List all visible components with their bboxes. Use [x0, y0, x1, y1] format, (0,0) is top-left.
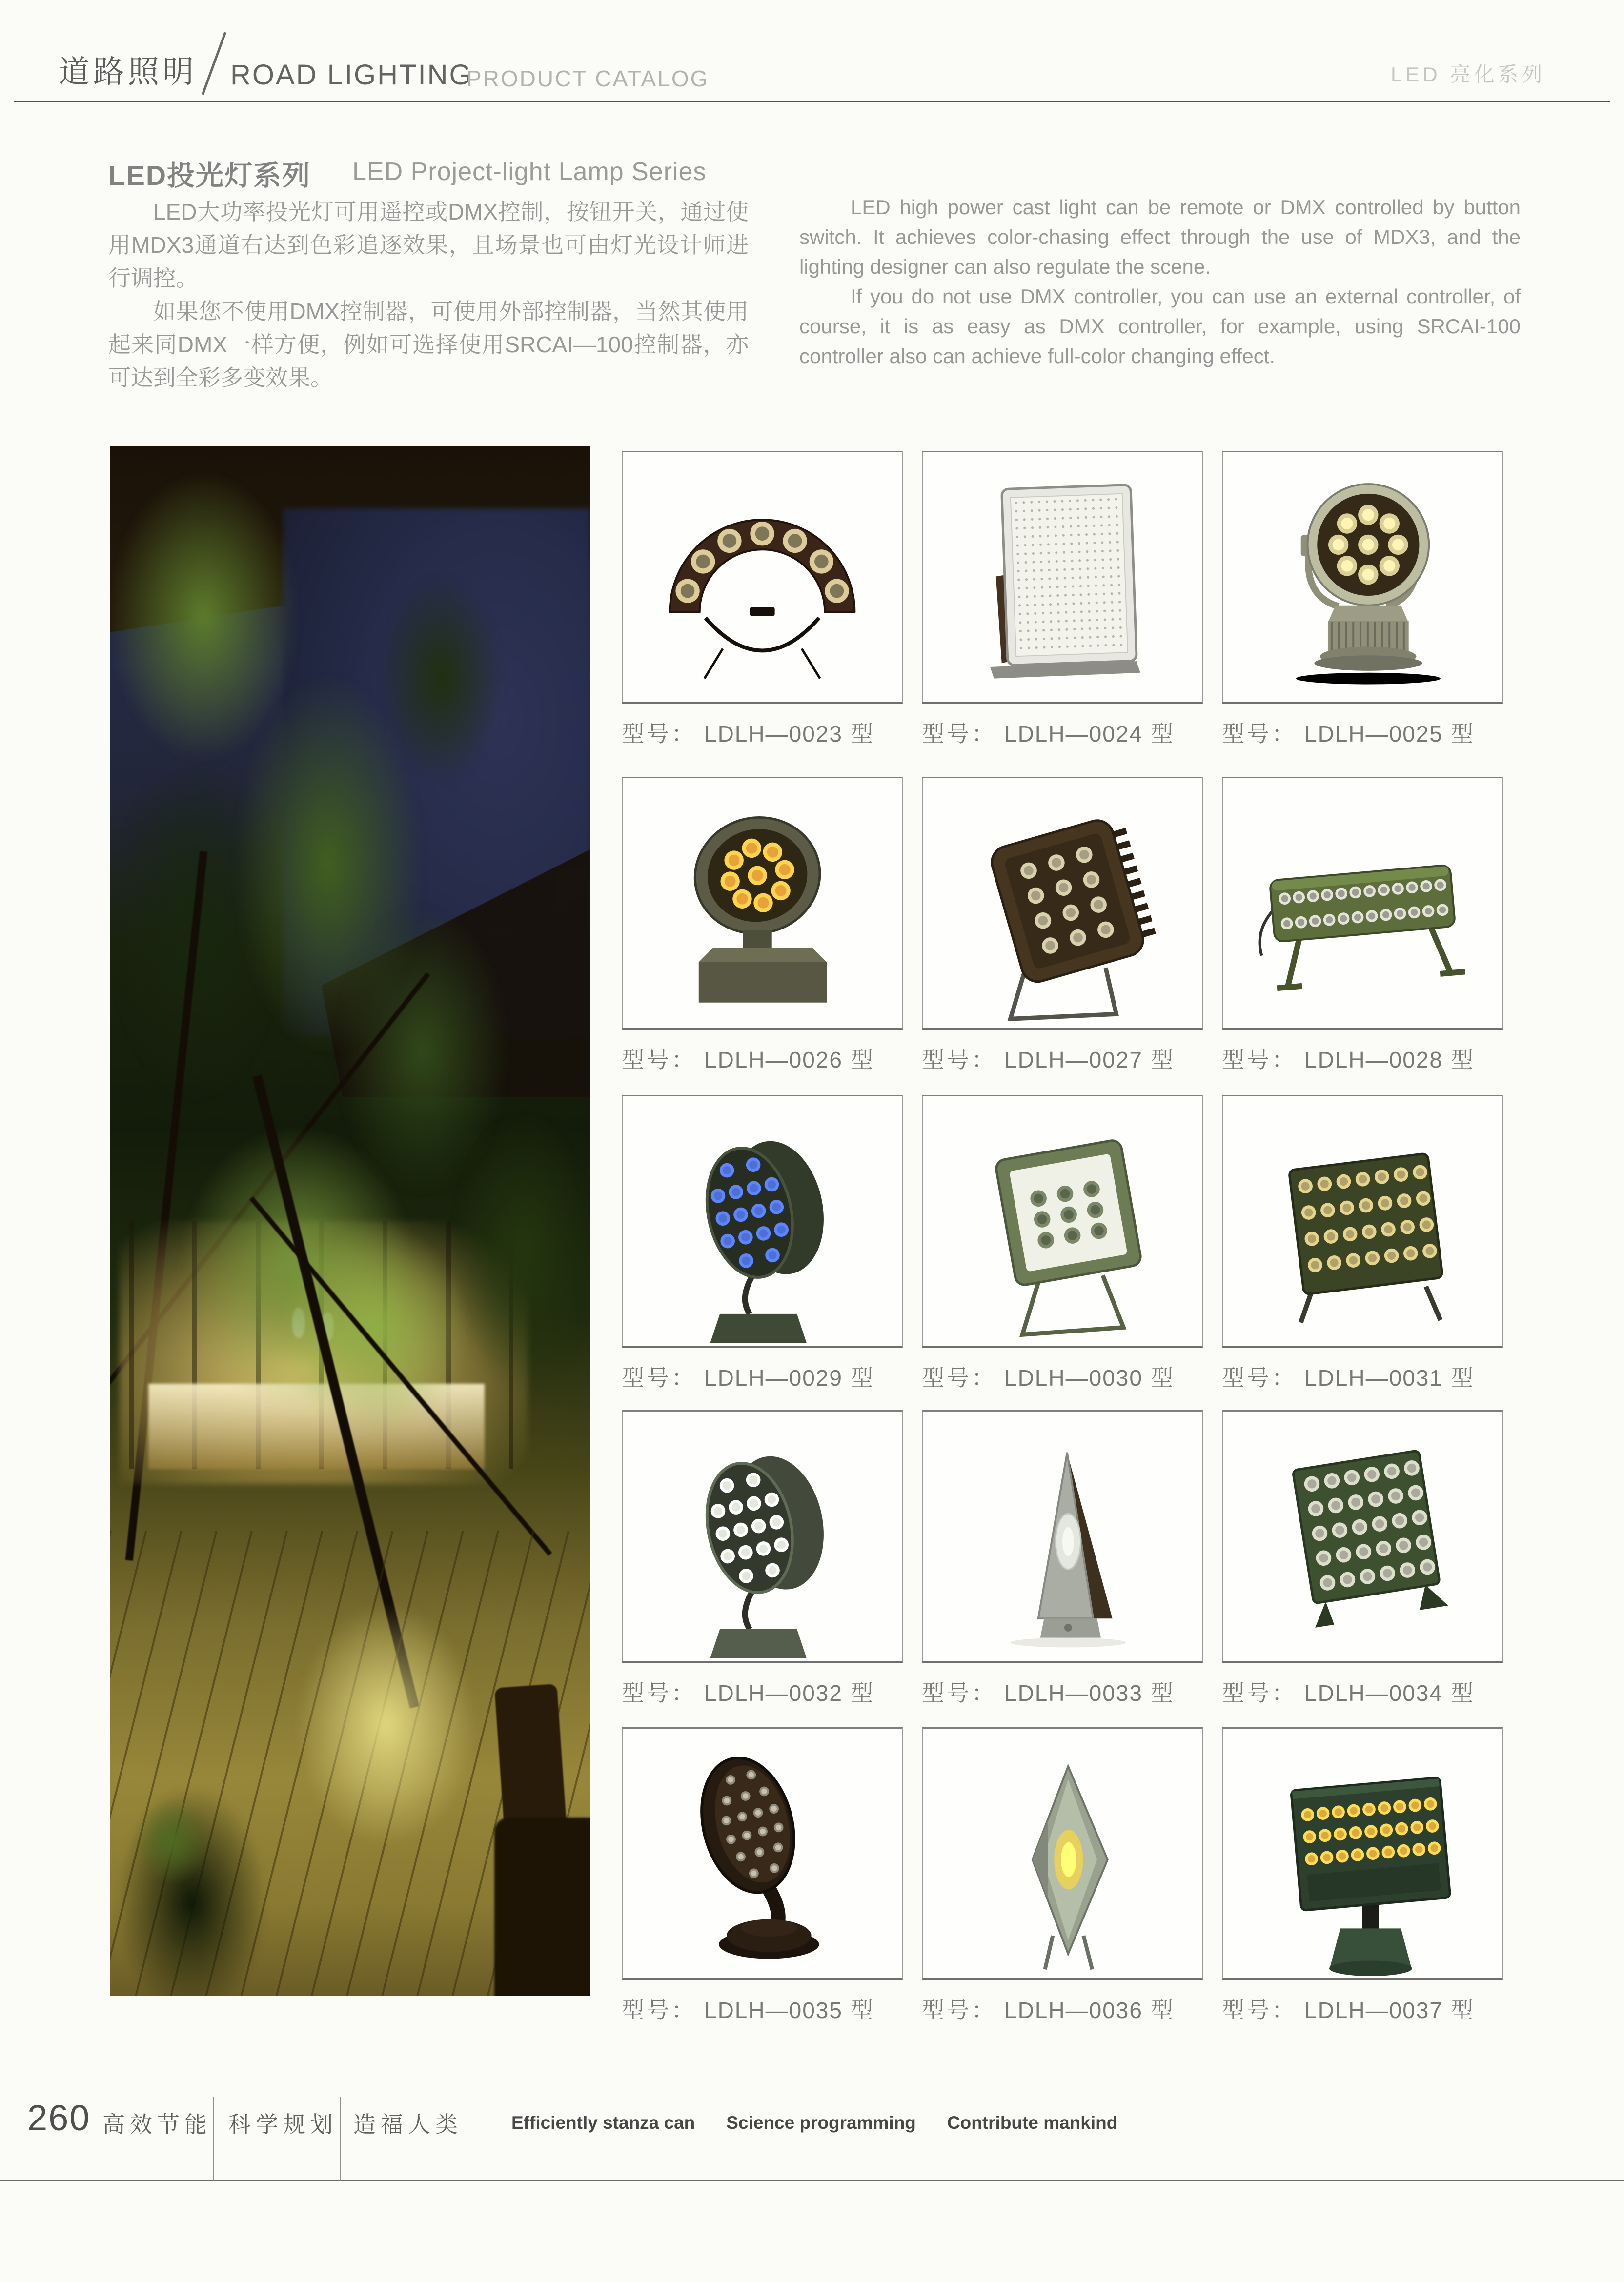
model-label-prefix: 型号： [1222, 721, 1297, 747]
paragraph-cn: LED大功率投光灯可用遥控或DMX控制，按钮开关，通过使用MDX3通道右达到色彩追逐效果，且场景也可由灯光设计师进行调控。 [108, 199, 749, 291]
model-label-suffix: 型 [1450, 1998, 1474, 2023]
model-number: LDLH—0032 [704, 1680, 843, 1706]
series-label: LED 亮化系列 [1391, 63, 1546, 86]
model-number: LDLH—0030 [1004, 1365, 1143, 1391]
product-model-label [1222, 1042, 1503, 1074]
product-image-box [922, 777, 1203, 1030]
product-model-label [622, 716, 903, 748]
footer-slogans-en [511, 2113, 1117, 2133]
product-illustration [923, 1412, 1202, 1661]
model-label-suffix: 型 [1150, 1047, 1174, 1072]
photo-light-hotspot [254, 1546, 519, 1902]
product-cell [1222, 451, 1503, 748]
product-illustration [923, 778, 1202, 1028]
paragraph-en: If you do not use DMX controller, you can use an external controller, of course, it is as easy as DMX controller, for example, using SRCAI-100 controller also can achieve full-color changing effect. [799, 285, 1521, 367]
product-image-box [622, 1727, 903, 1980]
product-cell [922, 1095, 1203, 1393]
product-model-label [622, 1993, 903, 2025]
product-image-box [1222, 777, 1503, 1030]
model-label-prefix: 型号： [622, 1680, 696, 1706]
product-image-box [1222, 451, 1503, 704]
product-illustration [923, 1096, 1202, 1346]
model-label-prefix: 型号： [1222, 1047, 1297, 1072]
model-label-prefix: 型号： [922, 721, 996, 747]
product-model-label [622, 1676, 903, 1708]
product-image-box [922, 1727, 1203, 1980]
product-cell [622, 1095, 903, 1393]
model-label-prefix: 型号： [1222, 1365, 1297, 1391]
model-number: LDLH—0025 [1304, 721, 1443, 747]
product-image-box [922, 1095, 1203, 1348]
product-illustration [1223, 778, 1502, 1028]
product-image-box [1222, 1410, 1503, 1663]
product-illustration [623, 778, 902, 1028]
product-cell [922, 1727, 1203, 2025]
footer-slogan-en: Efficiently stanza can [511, 2113, 695, 2133]
product-illustration [1223, 1096, 1502, 1346]
product-model-label [922, 1042, 1203, 1074]
model-label-suffix: 型 [1150, 1998, 1174, 2023]
product-cell [922, 451, 1203, 748]
product-image-box [622, 1410, 903, 1663]
model-number: LDLH—0036 [1004, 1998, 1143, 2023]
product-cell [1222, 777, 1503, 1074]
scene-photo [110, 446, 590, 1996]
model-number: LDLH—0033 [1004, 1680, 1143, 1706]
product-model-label [922, 716, 1203, 748]
product-model-label [922, 1676, 1203, 1708]
photo-foliage [360, 540, 523, 819]
product-image-box [622, 1095, 903, 1348]
model-label-suffix: 型 [1150, 1680, 1174, 1706]
model-label-prefix: 型号： [622, 1998, 696, 2023]
paragraph-en: LED high power cast light can be remote or DMX controlled by button switch. It achieves color-chasing effect through the use of MDX3, and the lighting designer can also regulate the scene. [799, 196, 1521, 278]
brand-title-cjk: 道路照明 [59, 54, 197, 89]
brand-subtitle: PRODUCT CATALOG [467, 66, 710, 91]
slash-divider-icon [202, 32, 226, 95]
model-label-suffix: 型 [1150, 1365, 1174, 1391]
product-illustration [1223, 1412, 1502, 1661]
model-label-suffix: 型 [1450, 1047, 1474, 1072]
model-label-prefix: 型号： [622, 1047, 696, 1072]
model-label-suffix: 型 [1450, 721, 1474, 747]
model-label-prefix: 型号： [922, 1047, 996, 1072]
model-number: LDLH—0028 [1304, 1047, 1443, 1072]
model-number: LDLH—0029 [704, 1365, 843, 1391]
product-model-label [622, 1042, 903, 1074]
model-label-prefix: 型号： [622, 721, 696, 747]
footer-slogan-cjk: 科学规划 [228, 2112, 338, 2137]
product-cell [622, 451, 903, 748]
brand-title-en: ROAD LIGHTING [230, 59, 473, 91]
product-cell [922, 1410, 1203, 1708]
product-cell [1222, 1727, 1503, 2025]
product-cell [622, 1727, 903, 2025]
model-label-prefix: 型号： [922, 1998, 996, 2023]
product-image-box [922, 451, 1203, 704]
photo-bush-lit [120, 1779, 225, 1903]
product-illustration [623, 1412, 902, 1661]
product-cell [1222, 1410, 1503, 1708]
page-number: 260 [27, 2098, 91, 2138]
footer-divider [213, 2097, 214, 2181]
model-label-suffix: 型 [850, 1365, 874, 1391]
model-label-prefix: 型号： [922, 1365, 996, 1391]
product-grid [622, 451, 1505, 2032]
model-label-suffix: 型 [850, 1047, 874, 1072]
product-model-label [1222, 716, 1503, 748]
model-label-suffix: 型 [1150, 721, 1174, 747]
model-label-suffix: 型 [850, 1998, 874, 2023]
product-illustration [923, 452, 1202, 702]
product-cell [1222, 1095, 1503, 1393]
paragraph-cn: 如果您不使用DMX控制器，可使用外部控制器，当然其使用起来同DMX一样方便，例如可选择使用SRCAI—100控制器，亦可达到全彩多变效果。 [108, 299, 749, 390]
product-image-box [622, 451, 903, 704]
intro-english [799, 192, 1521, 371]
product-model-label [922, 1360, 1203, 1393]
product-illustration [1223, 1729, 1502, 1978]
product-model-label [922, 1993, 1203, 2025]
product-cell [922, 777, 1203, 1074]
model-label-suffix: 型 [850, 1680, 874, 1706]
product-model-label [622, 1360, 903, 1393]
footer-divider [340, 2097, 341, 2181]
model-number: LDLH—0034 [1304, 1680, 1443, 1706]
photo-chair [494, 1684, 567, 1827]
footer-slogan-en: Science programming [726, 2113, 916, 2133]
footer-slogan-cjk: 造福人类 [353, 2112, 463, 2137]
model-number: LDLH—0024 [1004, 721, 1143, 747]
model-label-suffix: 型 [1450, 1680, 1474, 1706]
header-rule [14, 101, 1610, 102]
product-model-label [1222, 1993, 1503, 2025]
section-title-cjk: LED投光灯系列 [108, 160, 311, 191]
footer-slogan-cjk: 高效节能 [102, 2112, 212, 2137]
product-illustration [623, 1096, 902, 1346]
product-image-box [1222, 1727, 1503, 1980]
model-label-prefix: 型号： [1222, 1680, 1297, 1706]
product-cell [622, 777, 903, 1074]
model-label-prefix: 型号： [1222, 1998, 1297, 2023]
product-illustration [623, 452, 902, 702]
model-number: LDLH—0035 [704, 1998, 843, 2023]
footer-slogan-en: Contribute mankind [947, 2113, 1118, 2133]
product-illustration [1223, 452, 1502, 702]
product-image-box [622, 777, 903, 1030]
footer-rule [0, 2180, 1624, 2181]
model-label-suffix: 型 [1450, 1365, 1474, 1391]
product-model-label [1222, 1676, 1503, 1708]
model-number: LDLH—0031 [1304, 1365, 1443, 1391]
photo-table [494, 1818, 590, 1996]
model-number: LDLH—0027 [1004, 1047, 1143, 1072]
model-label-prefix: 型号： [622, 1365, 696, 1391]
product-model-label [1222, 1360, 1503, 1393]
product-cell [622, 1410, 903, 1708]
product-illustration [623, 1729, 902, 1978]
model-label-prefix: 型号： [922, 1680, 996, 1706]
model-label-suffix: 型 [850, 721, 874, 747]
model-number: LDLH—0023 [704, 721, 843, 747]
product-image-box [1222, 1095, 1503, 1348]
section-title-en: LED Project-light Lamp Series [352, 158, 707, 186]
model-number: LDLH—0026 [704, 1047, 843, 1072]
model-number: LDLH—0037 [1304, 1998, 1443, 2023]
intro-chinese [108, 195, 749, 394]
product-illustration [923, 1729, 1202, 1978]
product-image-box [922, 1410, 1203, 1663]
